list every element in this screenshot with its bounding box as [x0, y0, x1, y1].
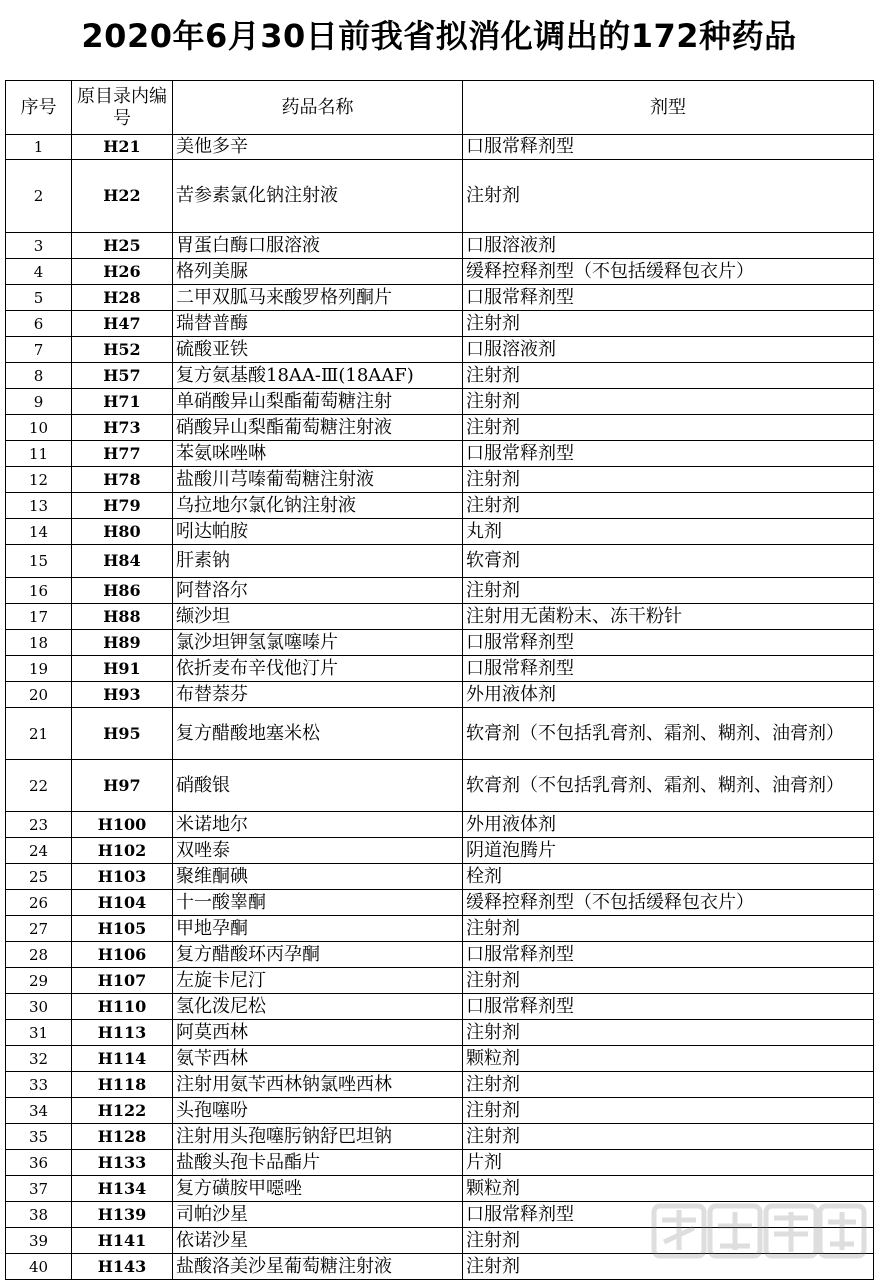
row-dosage-form: 注射剂 [463, 1254, 874, 1280]
table-row [6, 760, 874, 812]
row-number: 7 [6, 337, 72, 363]
row-code: H105 [72, 916, 173, 942]
table-row [6, 604, 874, 630]
row-code: H89 [72, 630, 173, 656]
row-number: 34 [6, 1098, 72, 1124]
row-dosage-form: 注射剂 [463, 160, 874, 233]
row-number: 36 [6, 1150, 72, 1176]
row-code: H52 [72, 337, 173, 363]
row-drug-name: 阿替洛尔 [173, 578, 463, 604]
row-number: 35 [6, 1124, 72, 1150]
row-number: 33 [6, 1072, 72, 1098]
row-drug-name: 盐酸洛美沙星葡萄糖注射液 [173, 1254, 463, 1280]
row-drug-name: 依折麦布辛伐他汀片 [173, 656, 463, 682]
table-row [6, 1124, 874, 1150]
row-drug-name: 复方氨基酸18AA-Ⅲ(18AAF) [173, 363, 463, 389]
row-code: H97 [72, 760, 173, 812]
row-code: H128 [72, 1124, 173, 1150]
table-row [6, 285, 874, 311]
row-dosage-form: 注射剂 [463, 1020, 874, 1046]
row-number: 22 [6, 760, 72, 812]
row-dosage-form: 注射剂 [463, 1098, 874, 1124]
row-drug-name: 复方磺胺甲噁唑 [173, 1176, 463, 1202]
row-dosage-form: 口服常释剂型 [463, 942, 874, 968]
table-row [6, 441, 874, 467]
table-row [6, 968, 874, 994]
table-row [6, 942, 874, 968]
row-drug-name: 盐酸川芎嗪葡萄糖注射液 [173, 467, 463, 493]
row-code: H93 [72, 682, 173, 708]
row-code: H86 [72, 578, 173, 604]
row-drug-name: 苯氨咪唑啉 [173, 441, 463, 467]
row-number: 26 [6, 890, 72, 916]
table-row [6, 259, 874, 285]
row-drug-name: 复方醋酸地塞米松 [173, 708, 463, 760]
row-number: 8 [6, 363, 72, 389]
row-code: H21 [72, 135, 173, 160]
row-drug-name: 格列美脲 [173, 259, 463, 285]
header-no: 序号 [6, 81, 72, 135]
row-dosage-form: 注射剂 [463, 578, 874, 604]
row-code: H26 [72, 259, 173, 285]
row-number: 39 [6, 1228, 72, 1254]
row-code: H84 [72, 545, 173, 578]
row-number: 1 [6, 135, 72, 160]
row-drug-name: 肝素钠 [173, 545, 463, 578]
row-dosage-form: 栓剂 [463, 864, 874, 890]
row-drug-name: 氯沙坦钾氢氯噻嗪片 [173, 630, 463, 656]
row-number: 29 [6, 968, 72, 994]
row-drug-name: 瑞替普酶 [173, 311, 463, 337]
row-drug-name: 氨苄西林 [173, 1046, 463, 1072]
header-form: 剂型 [463, 81, 874, 135]
row-drug-name: 十一酸睾酮 [173, 890, 463, 916]
page-title: 2020年6月30日前我省拟消化调出的172种药品 [81, 17, 797, 55]
row-dosage-form: 阴道泡腾片 [463, 838, 874, 864]
table-row [6, 519, 874, 545]
row-dosage-form: 注射剂 [463, 1228, 874, 1254]
row-dosage-form: 口服常释剂型 [463, 994, 874, 1020]
table-row [6, 415, 874, 441]
row-number: 11 [6, 441, 72, 467]
row-number: 20 [6, 682, 72, 708]
row-drug-name: 米诺地尔 [173, 812, 463, 838]
row-code: H113 [72, 1020, 173, 1046]
table-row [6, 864, 874, 890]
row-number: 6 [6, 311, 72, 337]
row-number: 19 [6, 656, 72, 682]
row-dosage-form: 软膏剂（不包括乳膏剂、霜剂、糊剂、油膏剂） [463, 760, 874, 812]
row-dosage-form: 注射剂 [463, 916, 874, 942]
row-code: H106 [72, 942, 173, 968]
row-code: H143 [72, 1254, 173, 1280]
table-row [6, 994, 874, 1020]
row-dosage-form: 注射剂 [463, 493, 874, 519]
row-drug-name: 布替萘芬 [173, 682, 463, 708]
row-number: 2 [6, 160, 72, 233]
table-row [6, 708, 874, 760]
table-row [6, 389, 874, 415]
table-row [6, 160, 874, 233]
row-drug-name: 硝酸异山梨酯葡萄糖注射液 [173, 415, 463, 441]
row-drug-name: 吲达帕胺 [173, 519, 463, 545]
row-drug-name: 司帕沙星 [173, 1202, 463, 1228]
row-number: 12 [6, 467, 72, 493]
row-dosage-form: 注射用无菌粉末、冻干粉针 [463, 604, 874, 630]
row-dosage-form: 软膏剂（不包括乳膏剂、霜剂、糊剂、油膏剂） [463, 708, 874, 760]
row-dosage-form: 颗粒剂 [463, 1176, 874, 1202]
table-row [6, 656, 874, 682]
table-row [6, 135, 874, 160]
table-row [6, 812, 874, 838]
row-code: H100 [72, 812, 173, 838]
row-number: 40 [6, 1254, 72, 1280]
row-number: 30 [6, 994, 72, 1020]
row-drug-name: 盐酸头孢卡品酯片 [173, 1150, 463, 1176]
row-dosage-form: 缓释控释剂型（不包括缓释包衣片） [463, 259, 874, 285]
row-drug-name: 二甲双胍马来酸罗格列酮片 [173, 285, 463, 311]
row-drug-name: 硝酸银 [173, 760, 463, 812]
row-dosage-form: 口服常释剂型 [463, 1202, 874, 1228]
row-number: 24 [6, 838, 72, 864]
row-code: H139 [72, 1202, 173, 1228]
row-dosage-form: 注射剂 [463, 363, 874, 389]
row-drug-name: 硫酸亚铁 [173, 337, 463, 363]
row-code: H141 [72, 1228, 173, 1254]
row-code: H107 [72, 968, 173, 994]
row-drug-name: 阿莫西林 [173, 1020, 463, 1046]
row-number: 14 [6, 519, 72, 545]
row-number: 38 [6, 1202, 72, 1228]
row-drug-name: 依诺沙星 [173, 1228, 463, 1254]
row-dosage-form: 缓释控释剂型（不包括缓释包衣片） [463, 890, 874, 916]
row-code: H103 [72, 864, 173, 890]
row-dosage-form: 注射剂 [463, 968, 874, 994]
row-code: H77 [72, 441, 173, 467]
table-row [6, 311, 874, 337]
row-number: 9 [6, 389, 72, 415]
table-row [6, 838, 874, 864]
row-dosage-form: 口服常释剂型 [463, 135, 874, 160]
row-number: 4 [6, 259, 72, 285]
row-number: 13 [6, 493, 72, 519]
drug-table [5, 80, 874, 1280]
row-number: 27 [6, 916, 72, 942]
row-code: H25 [72, 233, 173, 259]
row-code: H78 [72, 467, 173, 493]
row-number: 28 [6, 942, 72, 968]
table-row [6, 1020, 874, 1046]
table-row [6, 337, 874, 363]
row-number: 23 [6, 812, 72, 838]
row-drug-name: 乌拉地尔氯化钠注射液 [173, 493, 463, 519]
table-row [6, 916, 874, 942]
row-dosage-form: 注射剂 [463, 415, 874, 441]
row-code: H57 [72, 363, 173, 389]
row-dosage-form: 注射剂 [463, 389, 874, 415]
row-dosage-form: 口服溶液剂 [463, 337, 874, 363]
row-drug-name: 头孢噻吩 [173, 1098, 463, 1124]
row-drug-name: 双唑泰 [173, 838, 463, 864]
table-row [6, 890, 874, 916]
row-drug-name: 胃蛋白酶口服溶液 [173, 233, 463, 259]
row-code: H47 [72, 311, 173, 337]
row-number: 37 [6, 1176, 72, 1202]
row-code: H110 [72, 994, 173, 1020]
row-dosage-form: 口服常释剂型 [463, 630, 874, 656]
row-code: H79 [72, 493, 173, 519]
row-number: 18 [6, 630, 72, 656]
row-code: H122 [72, 1098, 173, 1124]
row-number: 10 [6, 415, 72, 441]
row-code: H134 [72, 1176, 173, 1202]
row-code: H102 [72, 838, 173, 864]
row-number: 5 [6, 285, 72, 311]
row-dosage-form: 丸剂 [463, 519, 874, 545]
row-code: H88 [72, 604, 173, 630]
row-dosage-form: 注射剂 [463, 311, 874, 337]
row-dosage-form: 外用液体剂 [463, 812, 874, 838]
row-drug-name: 注射用氨苄西林钠氯唑西林 [173, 1072, 463, 1098]
row-drug-name: 注射用头孢噻肟钠舒巴坦钠 [173, 1124, 463, 1150]
row-drug-name: 甲地孕酮 [173, 916, 463, 942]
row-drug-name: 复方醋酸环丙孕酮 [173, 942, 463, 968]
row-number: 17 [6, 604, 72, 630]
row-drug-name: 苦参素氯化钠注射液 [173, 160, 463, 233]
row-number: 32 [6, 1046, 72, 1072]
row-dosage-form: 软膏剂 [463, 545, 874, 578]
row-number: 16 [6, 578, 72, 604]
row-dosage-form: 注射剂 [463, 1124, 874, 1150]
row-dosage-form: 注射剂 [463, 467, 874, 493]
table-row [6, 233, 874, 259]
table-body [6, 135, 874, 1280]
row-drug-name: 左旋卡尼汀 [173, 968, 463, 994]
table-row [6, 1072, 874, 1098]
row-code: H95 [72, 708, 173, 760]
row-code: H22 [72, 160, 173, 233]
row-code: H91 [72, 656, 173, 682]
row-drug-name: 单硝酸异山梨酯葡萄糖注射 [173, 389, 463, 415]
row-dosage-form: 口服常释剂型 [463, 285, 874, 311]
row-code: H80 [72, 519, 173, 545]
row-dosage-form: 外用液体剂 [463, 682, 874, 708]
table-row [6, 682, 874, 708]
row-dosage-form: 注射剂 [463, 1072, 874, 1098]
row-code: H73 [72, 415, 173, 441]
table-row [6, 363, 874, 389]
row-drug-name: 缬沙坦 [173, 604, 463, 630]
table-row [6, 493, 874, 519]
row-code: H104 [72, 890, 173, 916]
row-number: 15 [6, 545, 72, 578]
table-header-row [6, 81, 874, 135]
row-code: H71 [72, 389, 173, 415]
row-drug-name: 美他多辛 [173, 135, 463, 160]
row-number: 25 [6, 864, 72, 890]
row-dosage-form: 颗粒剂 [463, 1046, 874, 1072]
row-number: 3 [6, 233, 72, 259]
header-code: 原目录内编号 [72, 81, 173, 135]
table-row [6, 1046, 874, 1072]
row-number: 21 [6, 708, 72, 760]
table-row [6, 1098, 874, 1124]
row-drug-name: 聚维酮碘 [173, 864, 463, 890]
row-number: 31 [6, 1020, 72, 1046]
row-dosage-form: 口服常释剂型 [463, 656, 874, 682]
row-dosage-form: 片剂 [463, 1150, 874, 1176]
row-code: H133 [72, 1150, 173, 1176]
row-drug-name: 氢化泼尼松 [173, 994, 463, 1020]
header-name: 药品名称 [173, 81, 463, 135]
row-code: H28 [72, 285, 173, 311]
row-dosage-form: 口服溶液剂 [463, 233, 874, 259]
row-code: H114 [72, 1046, 173, 1072]
table-row [6, 545, 874, 578]
table-row [6, 467, 874, 493]
table-row [6, 630, 874, 656]
logo-watermark-icon [648, 1196, 868, 1266]
table-row [6, 578, 874, 604]
row-dosage-form: 口服常释剂型 [463, 441, 874, 467]
table-row [6, 1150, 874, 1176]
row-code: H118 [72, 1072, 173, 1098]
